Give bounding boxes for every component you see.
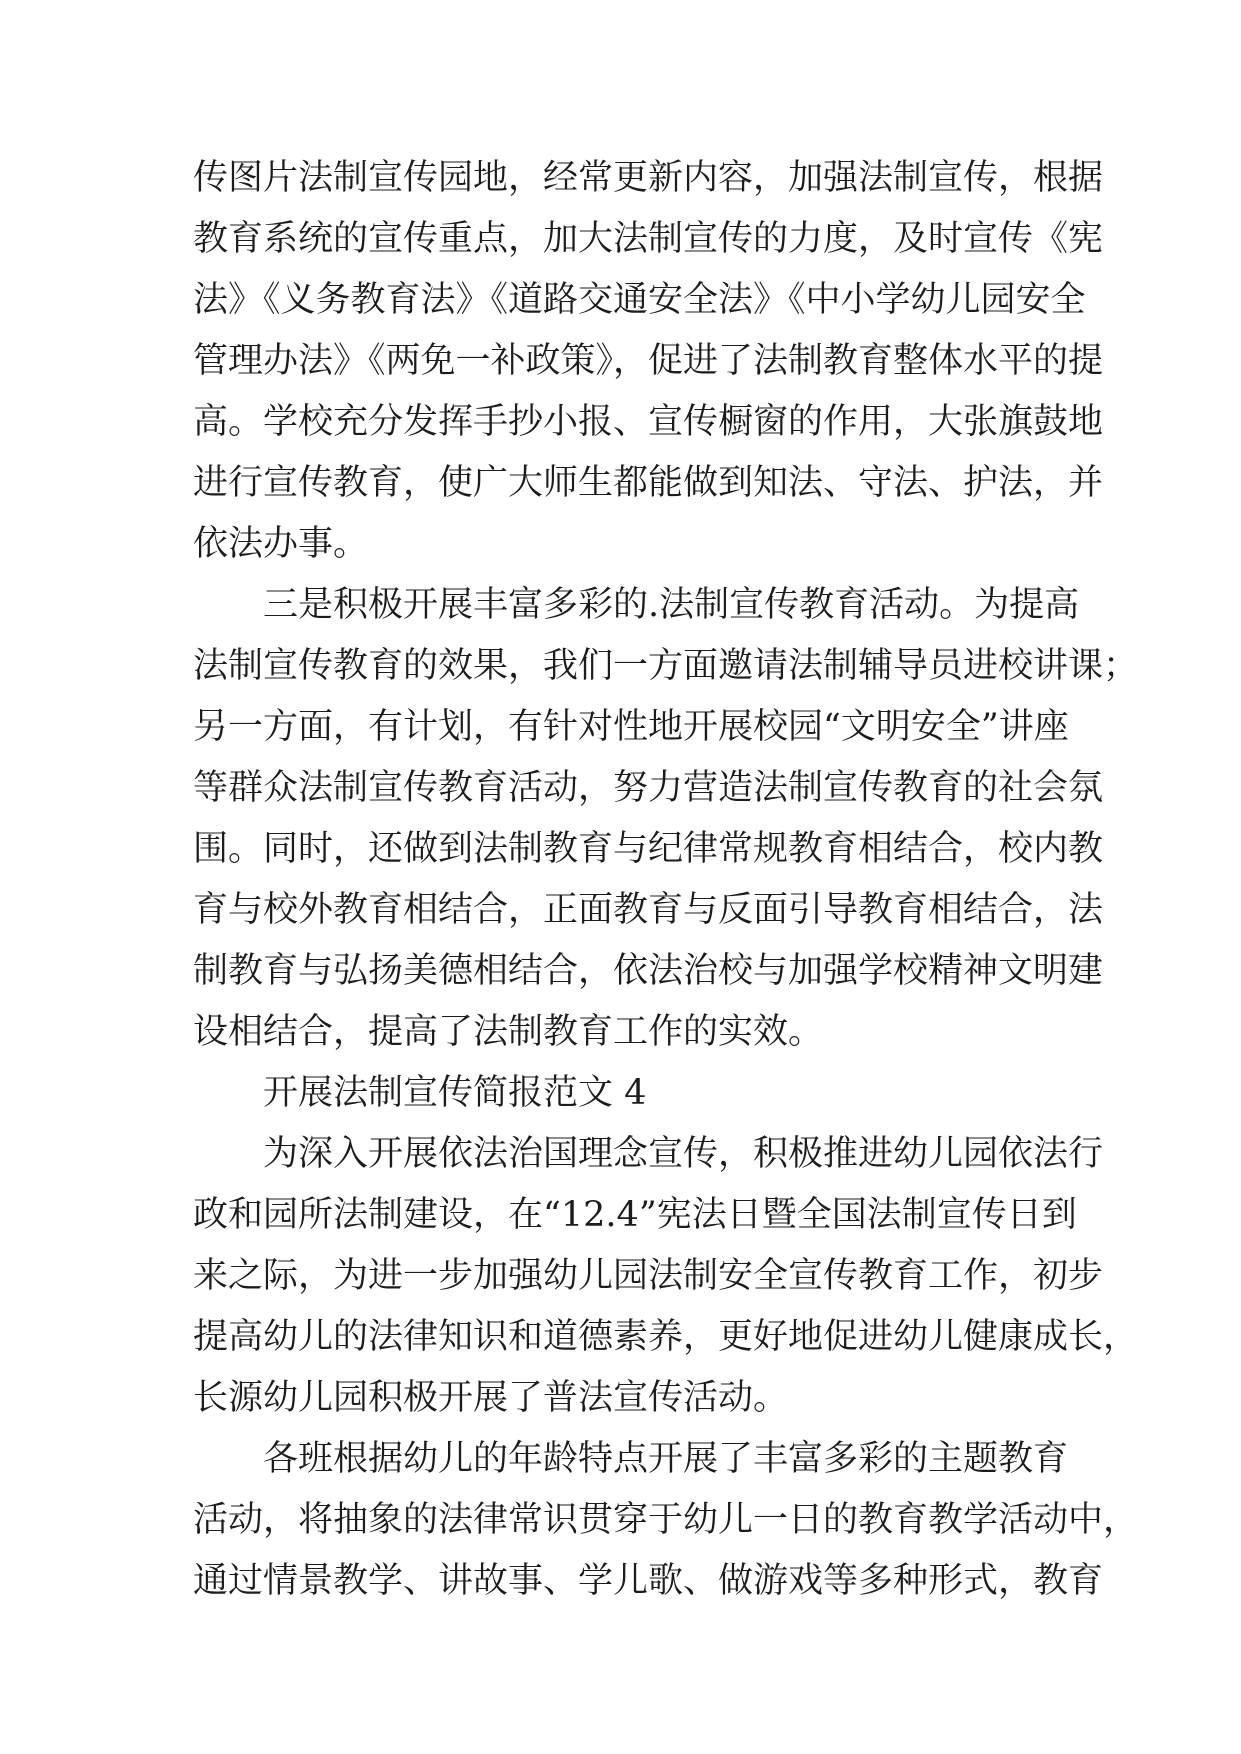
text-line: 管理办法》《两免一补政策》，促进了法制教育整体水平的提 xyxy=(193,341,1104,381)
text-line: 设相结合，提高了法制教育工作的实效。 xyxy=(193,1012,824,1052)
text-line: 为深入开展依法治国理念宣传，积极推进幼儿园依法行 xyxy=(263,1134,1104,1174)
text-line: 提高幼儿的法律知识和道德素养，更好地促进幼儿健康成长， xyxy=(193,1317,1139,1357)
text-line: 法制宣传教育的效果，我们一方面邀请法制辅导员进校讲课； xyxy=(193,646,1139,686)
text-line: 等群众法制宣传教育活动，努力营造法制宣传教育的社会氛 xyxy=(193,768,1104,808)
text-line: 法》《义务教育法》《道路交通安全法》《中小学幼儿园安全 xyxy=(193,280,1086,320)
text-line: 育与校外教育相结合，正面教育与反面引导教育相结合，法 xyxy=(193,890,1104,930)
document-body xyxy=(193,148,1139,1612)
text-line: 另一方面，有计划，有针对性地开展校园“文明安全”讲座 xyxy=(193,707,1069,747)
text-line: 各班根据幼儿的年龄特点开展了丰富多彩的主题教育 xyxy=(263,1439,1069,1479)
text-line: 长源幼儿园积极开展了普法宣传活动。 xyxy=(193,1378,789,1418)
text-line: 制教育与弘扬美德相结合，依法治校与加强学校精神文明建 xyxy=(193,951,1104,991)
text-line: 通过情景教学、讲故事、学儿歌、做游戏等多种形式，教育 xyxy=(193,1561,1104,1601)
text-line: 活动，将抽象的法律常识贯穿于幼儿一日的教育教学活动中， xyxy=(193,1500,1139,1540)
text-line: 政和园所法制建设，在“12.4”宪法日暨全国法制宣传日到 xyxy=(193,1195,1077,1235)
text-line: 进行宣传教育，使广大师生都能做到知法、守法、护法，并 xyxy=(193,463,1104,503)
text-line: 高。学校充分发挥手抄小报、宣传橱窗的作用，大张旗鼓地 xyxy=(193,402,1104,442)
text-line: 三是积极开展丰富多彩的.法制宣传教育活动。为提高 xyxy=(263,585,1080,625)
text-line: 依法办事。 xyxy=(193,524,369,564)
text-line: 教育系统的宣传重点，加大法制宣传的力度，及时宣传《宪 xyxy=(193,219,1104,259)
text-line: 来之际，为进一步加强幼儿园法制安全宣传教育工作，初步 xyxy=(193,1256,1104,1296)
section-heading: 开展法制宣传简报范文 4 xyxy=(263,1073,647,1113)
text-line: 传图片法制宣传园地，经常更新内容，加强法制宣传，根据 xyxy=(193,158,1104,198)
text-line: 围。同时，还做到法制教育与纪律常规教育相结合，校内教 xyxy=(193,829,1104,869)
